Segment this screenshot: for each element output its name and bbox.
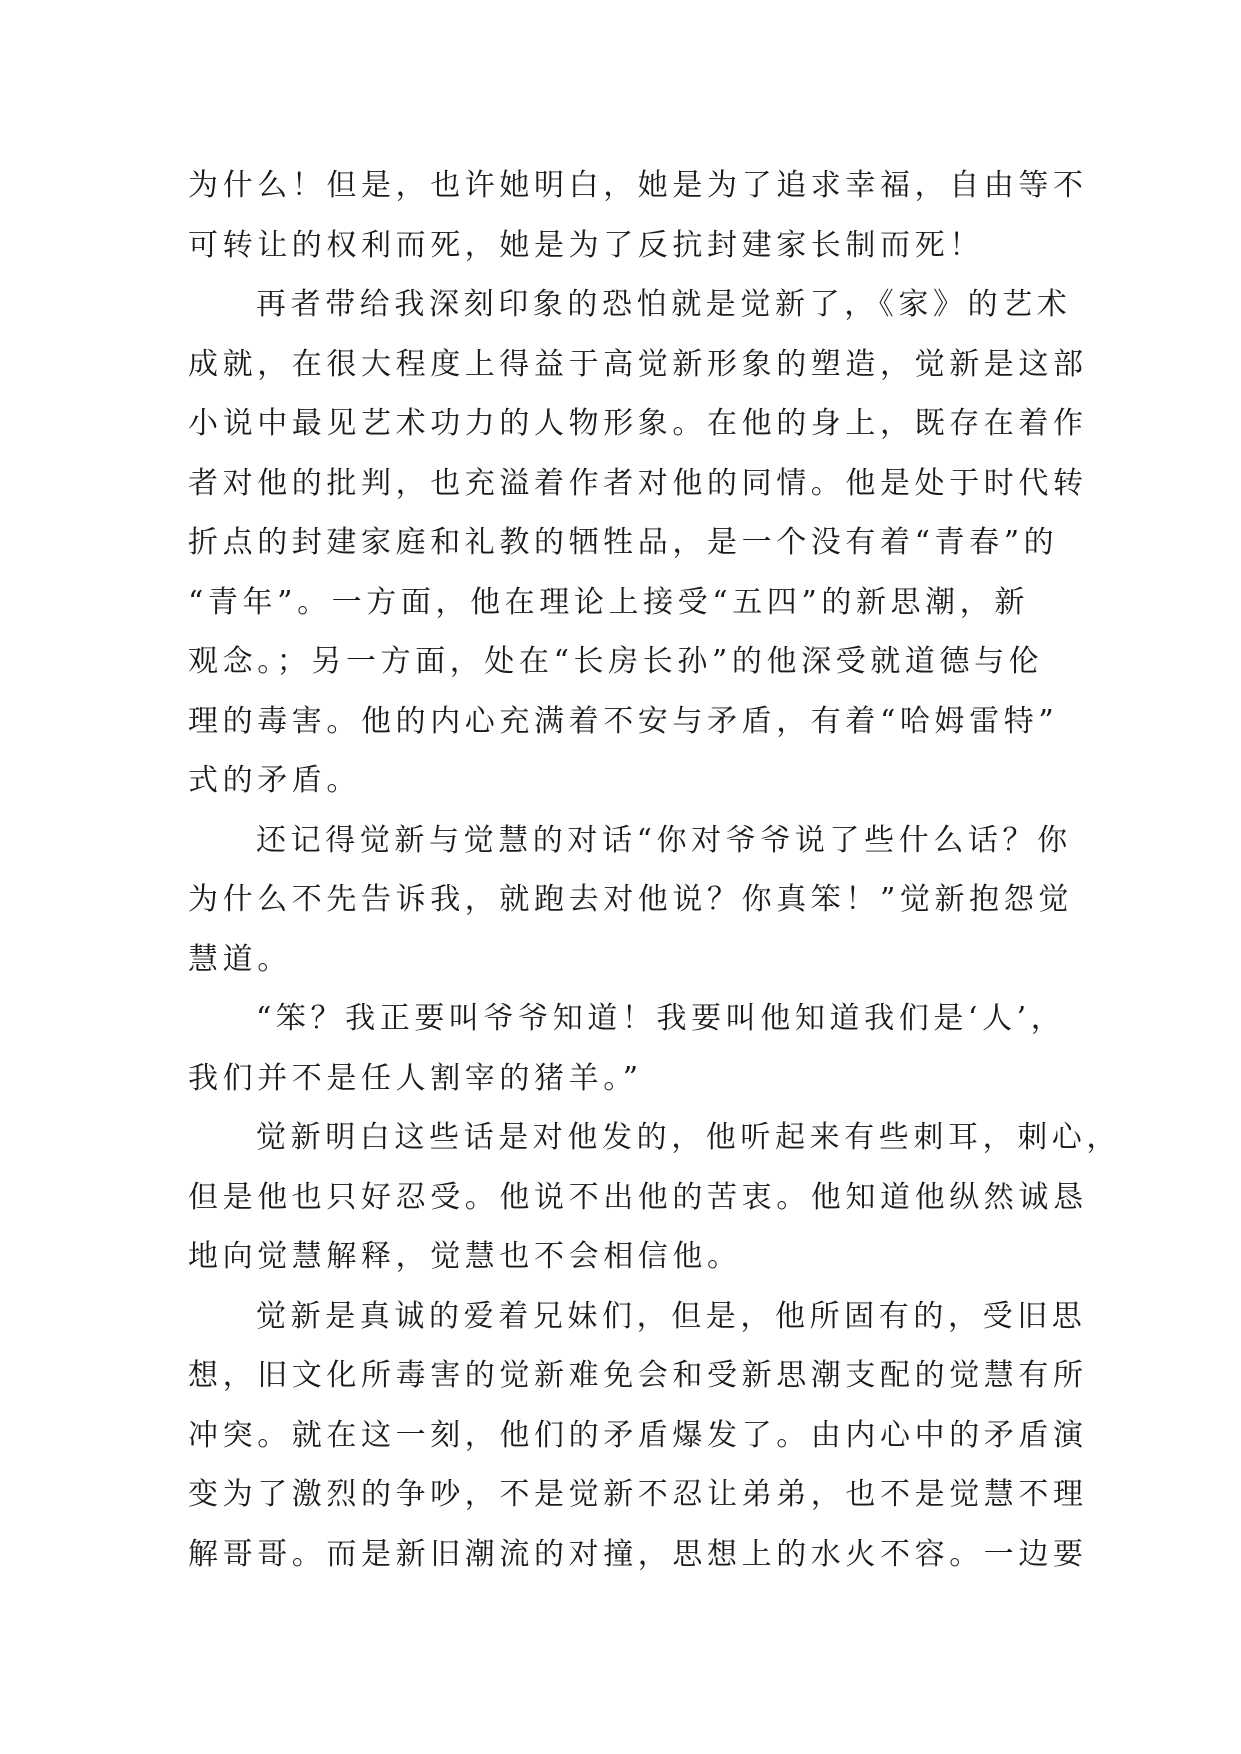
text-line: 为什么不先告诉我，就跑去对他说？你真笨！”觉新抱怨觉 [188,882,1073,917]
text-line: 理的毒害。他的内心充满着不安与矛盾，有着“哈姆雷特” [188,703,1059,739]
text-line: 折点的封建家庭和礼教的牺牲品，是一个没有着“青春”的 [188,525,1059,560]
text-line: 为什么！但是，也许她明白，她是为了追求幸福，自由等不 [188,168,1088,203]
paragraph-start-line: 觉新是真诚的爱着兄妹们，但是，他所固有的，受旧思 [256,1298,1087,1334]
text-line: 想，旧文化所毒害的觉新难免会和受新思潮支配的觉慧有所 [188,1358,1088,1393]
text-line: 式的矛盾。 [188,763,361,798]
text-line: 小说中最见艺术功力的人物形象。在他的身上，既存在着作 [188,406,1088,441]
text-line: 但是他也只好忍受。他说不出他的苦衷。他知道他纵然诚恳 [188,1179,1088,1215]
paragraph-start-line: “笨？我正要叫爷爷知道！我要叫他知道我们是‘人’， [256,1001,1066,1036]
text-line: 地向觉慧解释，觉慧也不会相信他。 [188,1239,742,1274]
text-line: 成就，在很大程度上得益于高觉新形象的塑造，觉新是这部 [188,346,1088,382]
text-line: “青年”。一方面，他在理论上接受“五四”的新思潮，新 [188,584,1029,620]
text-line: 者对他的批判，也充溢着作者对他的同情。他是处于时代转 [188,465,1088,501]
text-line: 解哥哥。而是新旧潮流的对撞，思想上的水火不容。一边要 [188,1536,1088,1572]
text-line: 变为了激烈的争吵，不是觉新不忍让弟弟，也不是觉慧不理 [188,1477,1088,1512]
text-line: 慧道。 [188,941,292,977]
paragraph-start-line: 觉新明白这些话是对他发的，他听起来有些刺耳，刺心， [256,1120,1121,1155]
text-line: 冲突。就在这一刻，他们的矛盾爆发了。由内心中的矛盾演 [188,1417,1088,1453]
body-text [188,156,1121,1584]
text-line: 我们并不是任人割宰的猪羊。” [188,1060,643,1096]
text-line: 观念。；另一方面，处在“长房长孙”的他深受就道德与伦 [188,644,1044,679]
text-line: 可转让的权利而死，她是为了反抗封建家长制而死！ [188,227,984,263]
paragraph-start-line: 再者带给我深刻印象的恐怕就是觉新了，《家》的艺术 [256,287,1072,322]
paragraph-start-line: 还记得觉新与觉慧的对话“你对爷爷说了些什么话？你 [256,822,1072,858]
